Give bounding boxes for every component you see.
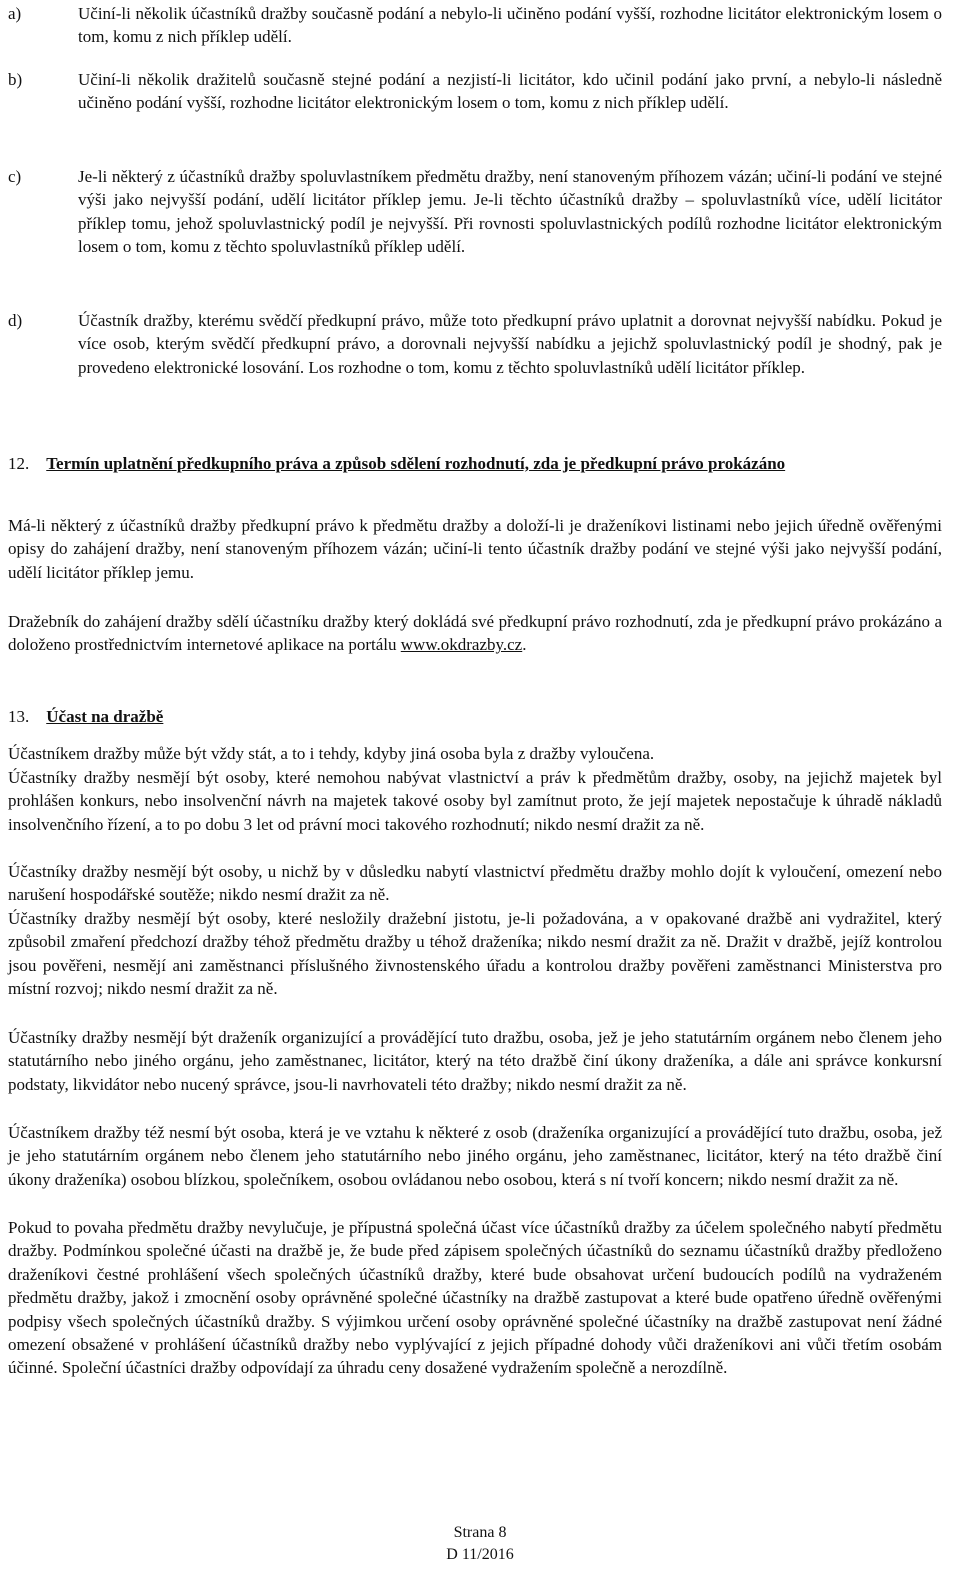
- list-marker: d): [8, 311, 23, 330]
- section-title: Termín uplatnění předkupního práva a způsob sdělení rozhodnutí, zda je předkupní právo prokázáno: [46, 454, 786, 473]
- section-13-paragraph: Pokud to povaha předmětu dražby nevylučuje, je přípustná společná účast více účastníků dražby za účelem společného nabytí předmětu dražby. Podmínkou společné účasti na dražbě je, že bude před zápisem společných účastníků do seznamu účastníků dražby předloženo draženíkovi čestné prohlášení všech společných účastníků dražby, které bude obsahovat určení budoucích podílů na vydraženém předmětu dražby, jakož i zmocnění osoby oprávněné společné účastníky na dražbě zastupovat a které bude opatřeno úředně ověřenými podpisy všech společných účastníků dražby. S výjimkou určení osoby oprávněné společné účastníky na dražbě zastupovat není žádné omezení obsažené v prohlášení účastníků dražby nebo vyplývající z jejich případné dohody vůči draženíkovi ani vůči třetím osobám účinné. Společní účastníci dražby odpovídají za úhradu ceny dosažené vydražením společně a nerozdílně.: [8, 1218, 942, 1378]
- section-13-paragraph: Účastníky dražby nesmějí být osoby, které nesložily dražební jistotu, je-li požadována, a v opakované dražbě ani vydražitel, který způsobil zmaření předchozí dražby téhož předmětu dražby u téhož draženíka; nikdo nesmí dražit za ně. Dražit v dražbě, jejíž kontrolou jsou pověřeni, nesmějí ani zaměstnanci příslušného živnostenského úřadu a kontrolou dražby pověřeni zaměstnanci Ministerstva pro místní rozvoj; nikdo nesmí dražit za ně.: [8, 909, 942, 999]
- section-12-paragraph-2: [8, 610, 942, 657]
- list-item-text: Účastník dražby, kterému svědčí předkupní právo, může toto předkupní právo uplatnit a dorovnat nejvyšší nabídku. Pokud je více osob, kterým svědčí předkupní právo, a dorovnali nejvyšší nabídku a jejichž spoluvlastnický podíl je shodný, pak je provedeno elektronické losování. Los rozhodne o tom, komu z těchto spoluvlastníků udělí licitátor příklep.: [78, 311, 942, 377]
- portal-link[interactable]: www.okdrazby.cz: [400, 635, 523, 655]
- section-13-paragraph: Účastníkem dražby též nesmí být osoba, která je ve vztahu k některé z osob (draženíka organizující a provádějící tuto dražbu, osoba, jež je jeho statutárním orgánem nebo členem jeho statutárního nebo jiného orgánu, jeho zaměstnanec, licitátor, který na této dražbě činí úkony draženíka) osobou blízkou, společníkem, osobou ovládanou nebo osobou, která s ní tvoří koncern; nikdo nesmí dražit za ně.: [8, 1123, 942, 1189]
- list-item-a: [8, 2, 942, 49]
- section-13-paragraph: Účastníky dražby nesmějí být osoby, u nichž by v důsledku nabytí vlastnictví předmětu dražby mohlo dojít k vyloučení, omezení nebo narušení hospodářské soutěže; nikdo nesmí dražit za ně.: [8, 862, 942, 905]
- section-number: 13.: [8, 707, 30, 726]
- list-item-b: [8, 68, 942, 115]
- list-marker: a): [8, 4, 22, 23]
- list-item-c: [8, 165, 942, 259]
- list-marker: b): [8, 70, 23, 89]
- list-item-text: Učiní-li několik účastníků dražby současně podání a nebylo-li učiněno podání vyšší, rozhodne licitátor elektronickým losem o tom, komu z nich příklep udělí.: [78, 4, 942, 47]
- list-marker: c): [8, 167, 22, 186]
- section-13-paragraph: Účastníkem dražby může být vždy stát, a to i tehdy, kdyby jiná osoba byla z dražby vyloučena.: [8, 744, 655, 763]
- paragraph-end: .: [522, 635, 527, 655]
- section-13-heading: [8, 705, 942, 728]
- page-number: Strana 8: [453, 1524, 507, 1541]
- page-footer: [8, 1522, 952, 1566]
- list-item-d: [8, 309, 942, 379]
- section-12-paragraph-1: Má-li některý z účastníků dražby předkupní právo k předmětu dražby a doloží-li je draženíkovi listinami nebo jejich úředně ověřenými opisy do zahájení dražby, není stanoveným příhozem vázán; učiní-li tento účastník dražby podání ve stejné výši jako nejvyšší podání, udělí licitátor příklep jemu.: [8, 516, 942, 582]
- paragraph-text: Dražebník do zahájení dražby sdělí účastníku dražby který dokládá své předkupní právo rozhodnutí, zda je předkupní právo prokázáno a doloženo prostřednictvím internetové aplikace na portálu: [8, 612, 942, 655]
- document-code: D 11/2016: [446, 1546, 514, 1563]
- list-item-text: Učiní-li několik dražitelů současně stejné podání a nezjistí-li licitátor, kdo učinil podání jako první, a nebylo-li následně učiněno podání vyšší, rozhodne licitátor elektronickým losem o tom, komu z nich příklep udělí.: [78, 70, 942, 113]
- section-number: 12.: [8, 454, 30, 473]
- section-13-paragraph: Účastníky dražby nesmějí být osoby, které nemohou nabývat vlastnictví a práv k předmětům dražby, osoby, na jejichž majetek byl prohlášen konkurs, nebo insolvenční návrh na majetek takové osoby byl zamítnut proto, že její majetek nepostačuje k úhradě nákladů insolvenčního řízení, a to po dobu 3 let od právní moci takového rozhodnutí; nikdo nesmí dražit za ně.: [8, 768, 942, 834]
- list-item-text: Je-li některý z účastníků dražby spoluvlastníkem předmětu dražby, není stanoveným příhozem vázán; učiní-li podání ve stejné výši jako nejvyšší podání, udělí licitátor příklep jemu. Je-li těchto účastníků dražby – spoluvlastníků více, udělí licitátor příklep tomu, jehož spoluvlastnický podíl je nejvyšší. Při rovnosti spoluvlastnických podílů rozhodne licitátor elektronickým losem o tom, komu z těchto spoluvlastníků příklep udělí.: [78, 167, 942, 257]
- section-13-paragraph: Účastníky dražby nesmějí být draženík organizující a provádějící tuto dražbu, osoba, jež je jeho statutárním orgánem nebo členem jeho statutárního nebo jiného orgánu, jeho zaměstnanec, licitátor, který na této dražbě činí úkony draženíka, a dále ani správce konkursní podstaty, likvidátor nebo nucený správce, jsou-li navrhovateli této dražby; nikdo nesmí dražit za ně.: [8, 1028, 942, 1094]
- section-12-heading: [8, 452, 942, 475]
- section-title: Účast na dražbě: [46, 707, 164, 726]
